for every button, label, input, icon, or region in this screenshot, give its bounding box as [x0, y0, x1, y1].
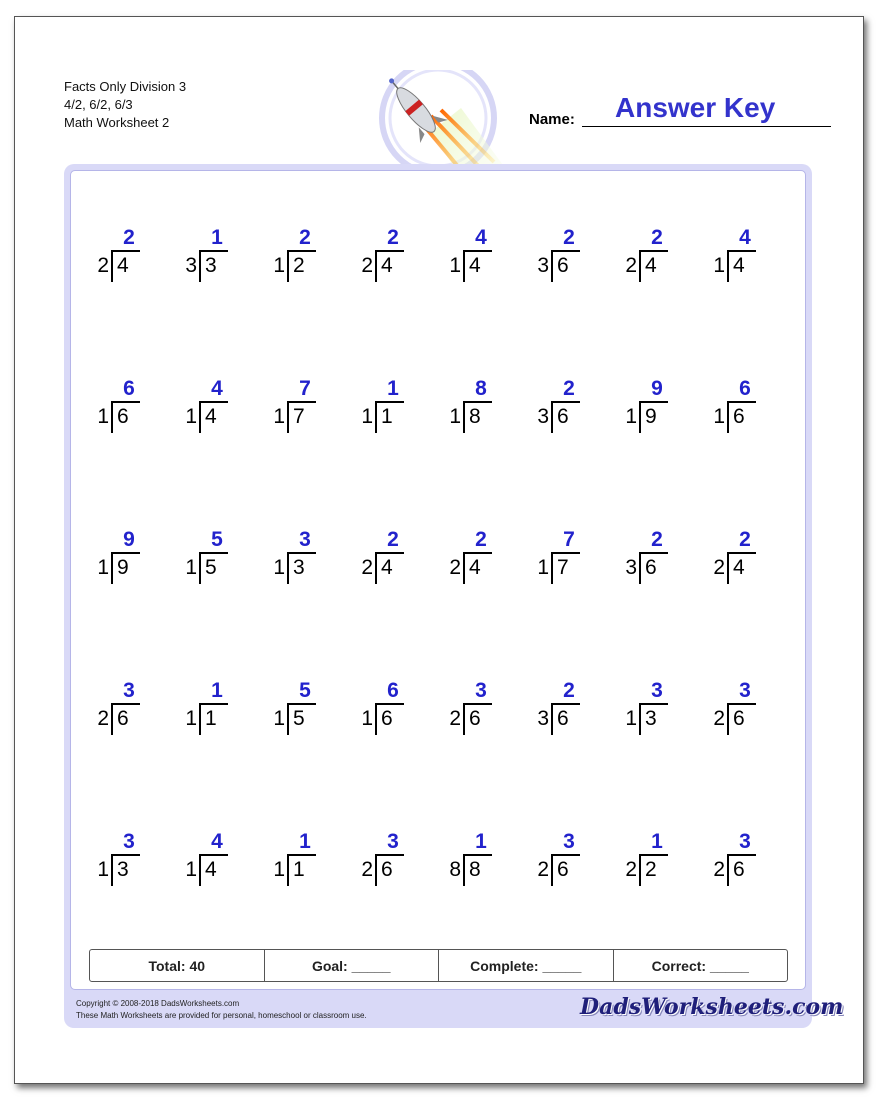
dividend: 7 [557, 556, 569, 579]
quotient[interactable]: 5 [211, 528, 223, 551]
worksheet-facts: 4/2, 6/2, 6/3 [64, 97, 133, 112]
divisor: 1 [97, 405, 109, 428]
quotient[interactable]: 2 [563, 226, 575, 249]
division-problem [711, 529, 771, 589]
quotient[interactable]: 9 [651, 377, 663, 400]
quotient[interactable]: 3 [563, 830, 575, 853]
divisor: 1 [713, 254, 725, 277]
dividend: 4 [645, 254, 657, 277]
division-problem [183, 227, 243, 287]
division-problem [359, 680, 419, 740]
dividend: 4 [381, 254, 393, 277]
dividend: 4 [733, 556, 745, 579]
dividend: 5 [293, 707, 305, 730]
dividend: 5 [205, 556, 217, 579]
division-problem [447, 227, 507, 287]
divisor: 3 [537, 254, 549, 277]
division-problem [359, 227, 419, 287]
divisor: 1 [97, 556, 109, 579]
division-problem [95, 227, 155, 287]
divisor: 1 [273, 707, 285, 730]
quotient[interactable]: 2 [299, 226, 311, 249]
worksheet-subtitle: Math Worksheet 2 [64, 115, 170, 130]
divisor: 1 [713, 405, 725, 428]
division-problem [711, 680, 771, 740]
division-problem [95, 378, 155, 438]
dadsworksheets-logo[interactable]: DadsWorksheets.com [580, 994, 844, 1020]
quotient[interactable]: 3 [475, 679, 487, 702]
quotient[interactable]: 6 [739, 377, 751, 400]
dividend: 6 [557, 254, 569, 277]
quotient[interactable]: 2 [563, 679, 575, 702]
dividend: 3 [293, 556, 305, 579]
name-line [582, 126, 831, 127]
quotient[interactable]: 2 [475, 528, 487, 551]
divisor: 1 [185, 707, 197, 730]
division-problem [271, 831, 331, 891]
quotient[interactable]: 1 [299, 830, 311, 853]
quotient[interactable]: 1 [211, 226, 223, 249]
divisor: 1 [273, 858, 285, 881]
quotient[interactable]: 8 [475, 377, 487, 400]
quotient[interactable]: 2 [123, 226, 135, 249]
division-problem [183, 831, 243, 891]
dividend: 4 [469, 556, 481, 579]
divisor: 2 [97, 707, 109, 730]
dividend: 6 [557, 707, 569, 730]
score-bar [89, 949, 788, 982]
quotient[interactable]: 9 [123, 528, 135, 551]
quotient[interactable]: 1 [211, 679, 223, 702]
divisor: 1 [449, 405, 461, 428]
dividend: 6 [733, 858, 745, 881]
divisor: 1 [537, 556, 549, 579]
divisor: 1 [273, 405, 285, 428]
divisor: 1 [449, 254, 461, 277]
division-problem [535, 680, 595, 740]
division-problem [359, 378, 419, 438]
divisor: 1 [625, 707, 637, 730]
division-problem [447, 680, 507, 740]
quotient[interactable]: 7 [299, 377, 311, 400]
division-problem [535, 529, 595, 589]
dividend: 4 [205, 405, 217, 428]
division-problem [711, 831, 771, 891]
division-problem [183, 378, 243, 438]
divisor: 2 [713, 556, 725, 579]
divisor: 3 [537, 405, 549, 428]
division-problem [271, 227, 331, 287]
dividend: 6 [557, 405, 569, 428]
divisor: 2 [361, 254, 373, 277]
division-problem [271, 378, 331, 438]
divisor: 1 [361, 405, 373, 428]
divisor: 2 [625, 858, 637, 881]
dividend: 4 [381, 556, 393, 579]
quotient[interactable]: 2 [387, 226, 399, 249]
dividend: 3 [205, 254, 217, 277]
usage-notice: These Math Worksheets are provided for personal, homeschool or classroom use. [76, 1011, 367, 1020]
division-problem [95, 680, 155, 740]
division-problem [447, 378, 507, 438]
dividend: 1 [381, 405, 393, 428]
dividend: 9 [645, 405, 657, 428]
dividend: 2 [645, 858, 657, 881]
division-problem [535, 831, 595, 891]
dividend: 6 [733, 405, 745, 428]
dividend: 6 [469, 707, 481, 730]
dividend: 6 [117, 405, 129, 428]
divisor: 8 [449, 858, 461, 881]
dividend: 1 [205, 707, 217, 730]
dividend: 4 [205, 858, 217, 881]
quotient[interactable]: 4 [211, 830, 223, 853]
quotient[interactable]: 1 [387, 377, 399, 400]
divisor: 1 [185, 858, 197, 881]
quotient[interactable]: 1 [651, 830, 663, 853]
divisor: 2 [97, 254, 109, 277]
division-problem [359, 529, 419, 589]
division-problem [447, 529, 507, 589]
dividend: 3 [117, 858, 129, 881]
footer-text [76, 998, 367, 1022]
division-problem [271, 680, 331, 740]
divisor: 1 [185, 556, 197, 579]
division-problem [183, 529, 243, 589]
divisor: 3 [537, 707, 549, 730]
worksheet-title: Facts Only Division 3 [64, 79, 187, 94]
divisor: 2 [713, 707, 725, 730]
dividend: 7 [293, 405, 305, 428]
division-problem [95, 831, 155, 891]
division-problem [711, 227, 771, 287]
dividend: 6 [557, 858, 569, 881]
division-problem [623, 680, 683, 740]
quotient[interactable]: 3 [739, 679, 751, 702]
division-problem [623, 831, 683, 891]
dividend: 8 [469, 858, 481, 881]
quotient[interactable]: 3 [123, 679, 135, 702]
score-correct[interactable]: Correct: _____ [651, 957, 749, 974]
score-complete[interactable]: Complete: _____ [439, 950, 614, 981]
quotient[interactable]: 7 [563, 528, 575, 551]
divisor: 2 [713, 858, 725, 881]
division-problem [623, 378, 683, 438]
division-problem [359, 831, 419, 891]
divisor: 1 [273, 254, 285, 277]
divisor: 2 [449, 556, 461, 579]
divisor: 1 [361, 707, 373, 730]
quotient[interactable]: 2 [563, 377, 575, 400]
dividend: 9 [117, 556, 129, 579]
dividend: 4 [469, 254, 481, 277]
name-value[interactable]: Answer Key [615, 92, 776, 123]
dividend: 6 [645, 556, 657, 579]
problem-frame [64, 164, 812, 1028]
division-problem [95, 529, 155, 589]
dividend: 4 [117, 254, 129, 277]
division-problem [183, 680, 243, 740]
problem-area [70, 170, 806, 990]
divisor: 1 [97, 858, 109, 881]
quotient[interactable]: 4 [211, 377, 223, 400]
dividend: 6 [733, 707, 745, 730]
quotient[interactable]: 4 [475, 226, 487, 249]
score-goal[interactable]: Goal: _____ [265, 950, 440, 981]
divisor: 1 [185, 405, 197, 428]
divisor: 3 [625, 556, 637, 579]
dividend: 6 [381, 858, 393, 881]
division-problem [711, 378, 771, 438]
quotient[interactable]: 3 [299, 528, 311, 551]
quotient[interactable]: 2 [651, 528, 663, 551]
quotient[interactable]: 3 [651, 679, 663, 702]
division-problem [623, 227, 683, 287]
quotient[interactable]: 3 [387, 830, 399, 853]
quotient[interactable]: 3 [123, 830, 135, 853]
divisor: 2 [625, 254, 637, 277]
division-problem [535, 378, 595, 438]
name-label: Name: [529, 111, 575, 128]
dividend: 6 [117, 707, 129, 730]
dividend: 4 [733, 254, 745, 277]
quotient[interactable]: 5 [299, 679, 311, 702]
divisor: 2 [537, 858, 549, 881]
division-problem [271, 529, 331, 589]
division-problem [535, 227, 595, 287]
dividend: 1 [293, 858, 305, 881]
division-problem [447, 831, 507, 891]
divisor: 2 [361, 858, 373, 881]
divisor: 3 [185, 254, 197, 277]
quotient[interactable]: 3 [739, 830, 751, 853]
quotient[interactable]: 6 [123, 377, 135, 400]
divisor: 2 [449, 707, 461, 730]
dividend: 3 [645, 707, 657, 730]
division-problem [623, 529, 683, 589]
divisor: 1 [625, 405, 637, 428]
quotient[interactable]: 1 [475, 830, 487, 853]
quotient[interactable]: 2 [387, 528, 399, 551]
copyright-notice: Copyright © 2008-2018 DadsWorksheets.com [76, 999, 240, 1008]
dividend: 2 [293, 254, 305, 277]
dividend: 8 [469, 405, 481, 428]
quotient[interactable]: 2 [739, 528, 751, 551]
score-total: Total: 40 [90, 950, 265, 981]
dividend: 6 [381, 707, 393, 730]
worksheet-header [64, 78, 186, 132]
quotient[interactable]: 2 [651, 226, 663, 249]
divisor: 1 [273, 556, 285, 579]
quotient[interactable]: 4 [739, 226, 751, 249]
divisor: 2 [361, 556, 373, 579]
quotient[interactable]: 6 [387, 679, 399, 702]
